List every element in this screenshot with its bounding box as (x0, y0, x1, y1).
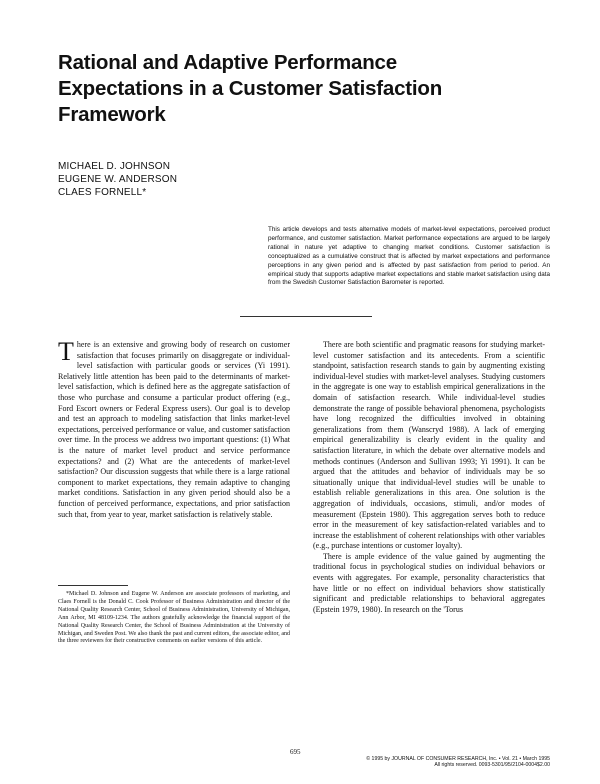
copyright-line: All rights reserved. 0093-5301/95/2104-0004$2.00 (434, 762, 550, 769)
title-line: Rational and Adaptive Performance (58, 51, 397, 74)
right-column (313, 340, 545, 615)
title-line: Expectations in a Customer Satisfaction (58, 77, 443, 100)
author-footnote: *Michael D. Johnson and Eugene W. Anderson are associate professors of marketing, and Claes Fornell is the Donald C. Cook Professor of Business Administration and director of the National Quality Research Center, School of Business Administration, University of Michigan, Ann Arbor, MI 48109-1234. The authors gratefully acknowledge the financial support of the National Quality Research Center, the School of Business Administration at the University of Michigan, and Sweden Post. We also thank the past and current editors, the associate editor, and the three reviewers for their constructive comments on earlier versions of this article. (58, 591, 290, 645)
intro-text: here is an extensive and growing body of research on customer satisfaction that focuses primarily on disaggregate or individual-level satisfaction with particular goods or services (Yi 1991). Relatively little attention has been paid to the determinants of market-level satisfaction, which is defined here as the aggregate satisfaction of those who purchase and consume a particular product offering (e.g., Ford Escort owners or Federal Express users). Our goal is to develop and test an approach to modeling satisfaction that links market-level expectations, perceived performance or value, and customer satisfaction over time. In the process we address two important questions: (1) What is the nature of market level product and service performance expectations? and (2) What are the antecedents of market-level satisfaction? Our discussion suggests that while there is a large rational component to market expectations, they remain adaptive to changing market conditions. Satisfaction in any given period should also be a function of perceived performance, expectations, and prior satisfaction such that, from year to year, market satisfaction is relatively stable. (58, 340, 290, 519)
body-paragraph: There is ample evidence of the value gained by augmenting the traditional focus in psychological studies on individual behaviors or events with aggregates. For example, personality characteristics that have little or no effect on individual behaviors show statistically significant and predictable relationships to behavioral aggregates (Epstein 1979, 1980). In research on the 'Torus (313, 551, 545, 614)
author-name: CLAES FORNELL* (58, 187, 147, 198)
abstract: This article develops and tests alternative models of market-level expectations, perceived product performance, and customer satisfaction. Market performance expectations are argued to be largely rational in nature yet adaptive to changing market conditions. Customer satisfaction is conceptualized as a cumulative construct that is affected by market expectations and performance perceptions in any given period and is affected by past satisfaction from period to period. An empirical study that supports adaptive market expectations and stable market satisfaction using data from the Swedish Customer Satisfaction Barometer is reported. (268, 226, 550, 287)
drop-cap: T (58, 337, 74, 366)
copyright-line: © 1995 by JOURNAL OF CONSUMER RESEARCH, Inc. • Vol. 21 • March 1995 (366, 756, 550, 762)
author-name: EUGENE W. ANDERSON (58, 174, 178, 185)
paper-title (58, 50, 548, 128)
author-list (58, 160, 358, 199)
page-number: 695 (290, 748, 301, 756)
author-name: MICHAEL D. JOHNSON (58, 161, 171, 172)
section-divider (240, 316, 372, 317)
footnote-divider (58, 585, 128, 586)
body-paragraph: There are both scientific and pragmatic reasons for studying market-level customer satisfaction and its antecedents. From a scientific standpoint, satisfaction research stands to gain by augmenting existing individual-level studies with market-level analyses. Studying customers in the aggregate is one way to establish empirical generalizations in the domain of satisfaction research. While individual-level studies demonstrate the range of possible behavioral phenomena, psychologists have long recognized the difficulties involved in obtaining generalizations from them (Wanscryd 1988). A lack of emerging empirical generalizability is clearly evident in the quality and satisfaction literature, in which the debate over alternative models and methods continues (Anderson and Sullivan 1993; Yi 1991). It can be argued that the attitudes and behavior of individuals may be so situationally unique that individual-level studies will be unable to establish reliable generalizations in this area. One solution is the aggregation of individuals, occasions, stimuli, and/or modes of measurement (Epstein 1980). This aggregation serves both to reduce error in the measurement of key satisfaction-related variables and to increase the establishment of coherent relationships with other variables (e.g., purchase intentions or customer loyalty). (313, 340, 545, 551)
intro-paragraph (58, 337, 290, 520)
title-line: Framework (58, 103, 166, 126)
left-column (58, 337, 290, 520)
copyright-notice (340, 756, 550, 769)
